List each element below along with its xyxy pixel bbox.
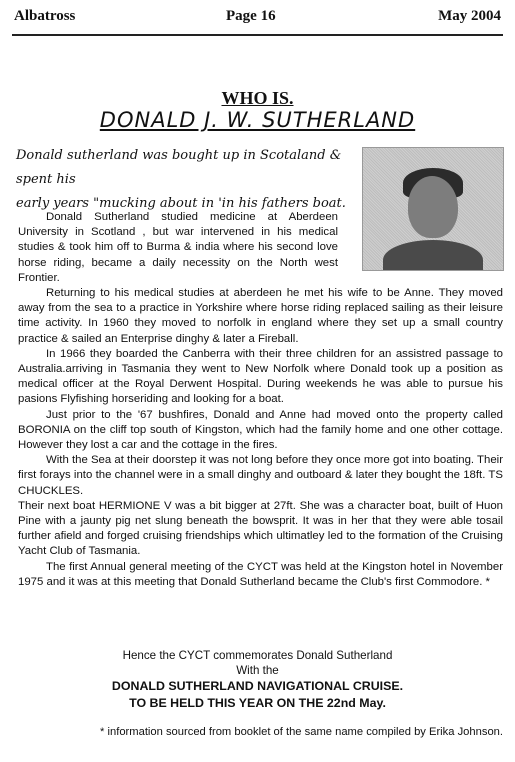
cruise-date: TO BE HELD THIS YEAR ON THE 22nd May. <box>129 696 386 710</box>
handwritten-intro <box>16 144 346 216</box>
header-rule <box>12 34 503 36</box>
closing-announcement <box>0 648 515 712</box>
closing-line-1: Hence the CYCT commemorates Donald Sutherland <box>122 649 393 662</box>
article-body <box>18 210 503 590</box>
paragraph-7: The first Annual general meeting of the CYCT was held at the Kingston hotel in November 1975 and it was at this meeting that Donald Sutherland became the Club's first Commodore. * <box>18 560 503 588</box>
handwritten-line-1: Donald sutherland was bought up in Scotaland & spent his <box>16 148 342 187</box>
handwritten-line-2: early years "mucking about in 'in his fathers boat. <box>16 196 346 211</box>
paragraph-3: In 1966 they boarded the Canberra with their three children for an assistred passage to Australia.arriving in Tasmania they went to New Norfolk where Donald took up a position as medical officer at the Royal Derwent Hospital. During weekends he was able to pursue his pasions Flyfishing horseriding and looking for a boat. <box>18 347 503 406</box>
paragraph-6: Their next boat HERMIONE V was a bit bigger at 27ft. She was a character boat, built of Huon Pine with a jaunty pig net slung beneath the bowsprit. It was in her that they were able tosail further afield and forged cruising friendships which ultimatley led to the formation of the Cruising Yacht Club of Tasmania. <box>18 499 503 558</box>
closing-line-2: With the <box>236 664 279 677</box>
paragraph-2: Returning to his medical studies at aberdeen he met his wife to be Anne. They moved away from the sea to a practice in Yorkshire where horse riding replaced sailing as their leisure time activity. In 1960 they moved to norfolk in england where they set up a small country practice & sailed an Enterprise dinghy & later a Fireball. <box>18 287 503 345</box>
cruise-name: DONALD SUTHERLAND NAVIGATIONAL CRUISE. <box>111 679 404 693</box>
issue-date: May 2004 <box>438 8 501 24</box>
paragraph-4: Just prior to the '67 bushfires, Donald and Anne had moved onto the property called BORONIA on the cliff top south of Kingston, which had the family home and one other cottage. However they lost a car and the cottage in the fires. <box>18 408 503 452</box>
article-title: DONALD J. W. SUTHERLAND <box>99 108 416 132</box>
article-kicker: WHO IS. <box>221 88 294 108</box>
page-number: Page 16 <box>226 8 276 24</box>
paragraph-5: With the Sea at their doorstep it was not long before they once more got into boating. Their first forays into the channel were in a small dinghy and outboard & later they bought the 18ft. TS CHUCKLES. <box>18 454 503 497</box>
publication-name: Albatross <box>14 8 76 24</box>
source-footnote: * information sourced from booklet of the same name compiled by Erika Johnson. <box>100 726 503 738</box>
page-header <box>0 0 515 36</box>
paragraph-1: Donald Sutherland studied medicine at Aberdeen University in Scotland , but war intervened in his medical studies & took him off to Burma & india where his second love horse riding, became a daily necessity on the North west Frontier. <box>18 211 338 284</box>
